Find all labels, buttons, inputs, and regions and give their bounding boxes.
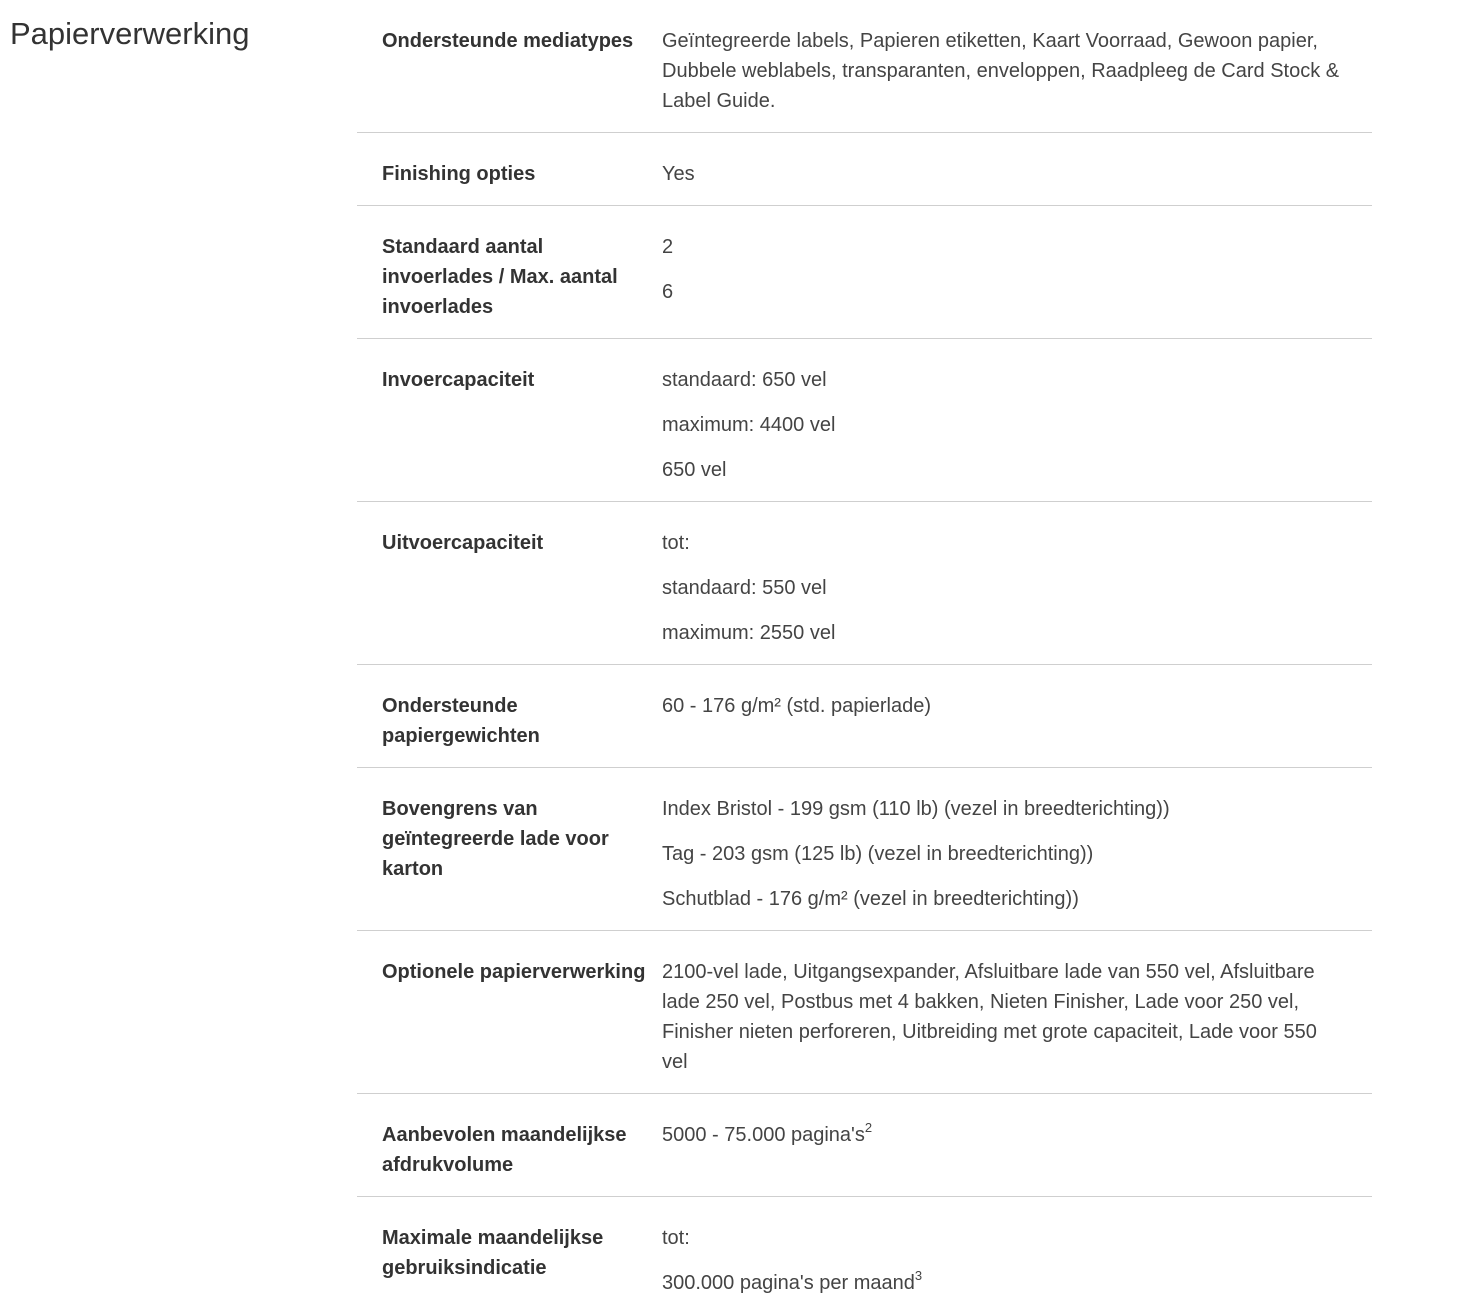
spec-value: 60 - 176 g/m² (std. papierlade) — [662, 695, 932, 717]
spec-values — [662, 365, 1372, 485]
spec-value: standaard: 650 vel — [662, 369, 827, 391]
footnote-marker: 2 — [864, 1120, 873, 1135]
spec-label: Ondersteunde papiergewichten — [382, 695, 540, 747]
spec-value: standaard: 550 vel — [662, 577, 827, 599]
spec-label: Standaard aantal invoerlades / Max. aantal invoerlades — [382, 236, 618, 318]
spec-row-paper-weights — [357, 665, 1372, 768]
spec-value — [662, 1268, 1342, 1298]
spec-row-output-capacity — [357, 502, 1372, 665]
spec-value: Index Bristol - 199 gsm (110 lb) (vezel in breedterichting)) — [662, 798, 1170, 820]
spec-value: 6 — [662, 281, 674, 303]
spec-value: 2 — [662, 236, 674, 258]
spec-row-cardstock-limit — [357, 768, 1372, 931]
spec-label: Maximale maandelijkse gebruiksindicatie — [382, 1227, 604, 1279]
spec-value-text: 5000 - 75.000 pagina's — [662, 1124, 865, 1146]
spec-value: 650 vel — [662, 459, 727, 481]
spec-value — [662, 1120, 1342, 1150]
spec-row-recommended-volume — [357, 1094, 1372, 1197]
spec-table — [357, 0, 1372, 1314]
spec-value: Geïntegreerde labels, Papieren etiketten, Kaart Voorraad, Gewoon papier, Dubbele weblabels, transparanten, enveloppen, Raadpleeg de Card Stock & Label Guide. — [662, 30, 1340, 112]
spec-values — [662, 528, 1372, 648]
spec-values — [662, 26, 1372, 116]
spec-values — [662, 957, 1372, 1077]
spec-values — [662, 1223, 1372, 1298]
spec-label: Bovengrens van geïntegreerde lade voor karton — [382, 798, 609, 880]
spec-values — [662, 1120, 1372, 1180]
spec-value: tot: — [662, 532, 690, 554]
spec-values — [662, 159, 1372, 189]
spec-row-input-capacity — [357, 339, 1372, 502]
spec-row-optional-handling — [357, 931, 1372, 1094]
spec-label: Uitvoercapaciteit — [382, 532, 544, 554]
spec-label: Optionele papierverwerking — [382, 961, 646, 983]
spec-values — [662, 794, 1372, 914]
spec-values — [662, 232, 1372, 322]
spec-value: tot: — [662, 1227, 690, 1249]
spec-label: Ondersteunde mediatypes — [382, 30, 634, 52]
spec-value: Tag - 203 gsm (125 lb) (vezel in breedterichting)) — [662, 843, 1094, 865]
spec-row-finishing — [357, 133, 1372, 206]
spec-value: maximum: 2550 vel — [662, 622, 836, 644]
spec-row-max-duty-cycle — [357, 1197, 1372, 1314]
spec-values — [662, 691, 1372, 751]
spec-row-input-trays — [357, 206, 1372, 339]
spec-value: Yes — [662, 163, 695, 185]
spec-value: 2100-vel lade, Uitgangsexpander, Afsluitbare lade van 550 vel, Afsluitbare lade 250 vel, Postbus met 4 bakken, Nieten Finisher, Lade voor 250 vel, Finisher nieten perforeren, Uitbreiding met grote capaciteit, Lade voor 550 vel — [662, 961, 1317, 1073]
footnote-marker: 3 — [914, 1268, 923, 1283]
section-title: Papierverwerking — [10, 16, 250, 51]
spec-label: Finishing opties — [382, 163, 536, 185]
spec-value: Schutblad - 176 g/m² (vezel in breedterichting)) — [662, 888, 1079, 910]
spec-value-text: 300.000 pagina's per maand — [662, 1272, 915, 1294]
spec-label: Aanbevolen maandelijkse afdrukvolume — [382, 1124, 627, 1176]
spec-row-mediatypes — [357, 0, 1372, 133]
spec-value: maximum: 4400 vel — [662, 414, 836, 436]
spec-label: Invoercapaciteit — [382, 369, 535, 391]
